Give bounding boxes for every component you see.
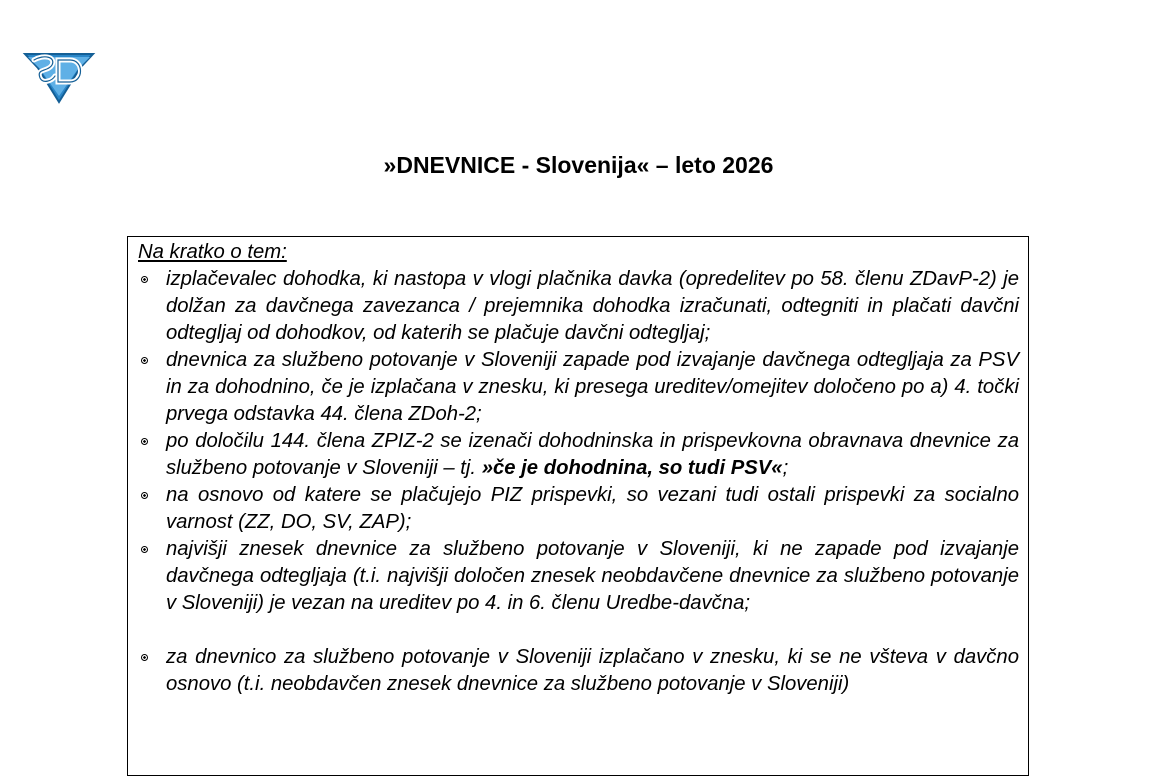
list-item-text-end: ; — [782, 457, 789, 479]
list-item-text: za dnevnico za službeno potovanje v Sloveniji izplačano v znesku, ki se ne všteva v davčno osnovo (t.i. neobdavčen znesek dnevnice za službeno potovanje v Sloveniji) — [166, 646, 1019, 695]
list-item — [138, 347, 1019, 428]
sd-shield-logo-icon — [22, 48, 96, 104]
list-item-emphasis: »če je dohodnina, so tudi PSV« — [481, 457, 783, 479]
summary-list — [138, 266, 1019, 698]
list-item — [138, 536, 1019, 617]
list-item-text: izplačevalec dohodka, ki nastopa v vlogi plačnika davka (opredelitev po 58. členu ZDavP-2) je dolžan za davčnega zavezanca / prejemnika dohodka izračunati, odtegniti in plačati davčni odtegljaj od dohodkov, od katerih se plačuje davčni odtegljaj; — [166, 268, 1019, 344]
summary-box — [127, 236, 1029, 776]
summary-heading: Na kratko o tem: — [138, 241, 287, 263]
list-item-text: dnevnica za službeno potovanje v Sloveniji zapade pod izvajanje davčnega odtegljaja za PSV in za dohodnino, če je izplačana v znesku, ki presega ureditev/omejitev določeno po a) 4. točki prvega odstavka 44. člena ZDoh-2; — [166, 349, 1019, 425]
list-item — [138, 266, 1019, 347]
document-title: »DNEVNICE - Slovenija« – leto 2026 — [383, 152, 774, 178]
list-item — [138, 482, 1019, 536]
list-item-text: najvišji znesek dnevnice za službeno potovanje v Sloveniji, ki ne zapade pod izvajanje davčnega odtegljaja (t.i. najvišji določen znesek neobdavčene dnevnice za službeno potovanje v Sloveniji) je vezan na ureditev po 4. in 6. členu Uredbe-davčna; — [166, 538, 1019, 614]
list-item-text: po določilu 144. člena ZPIZ-2 se izenači dohodninska in prispevkovna obravnava dnevnice za službeno potovanje v Sloveniji – tj. — [166, 430, 1019, 479]
list-item-text: na osnovo od katere se plačujejo PIZ prispevki, so vezani tudi ostali prispevki za socialno varnost (ZZ, DO, SV, ZAP); — [166, 484, 1019, 533]
list-item — [138, 428, 1019, 482]
list-item — [138, 644, 1019, 698]
